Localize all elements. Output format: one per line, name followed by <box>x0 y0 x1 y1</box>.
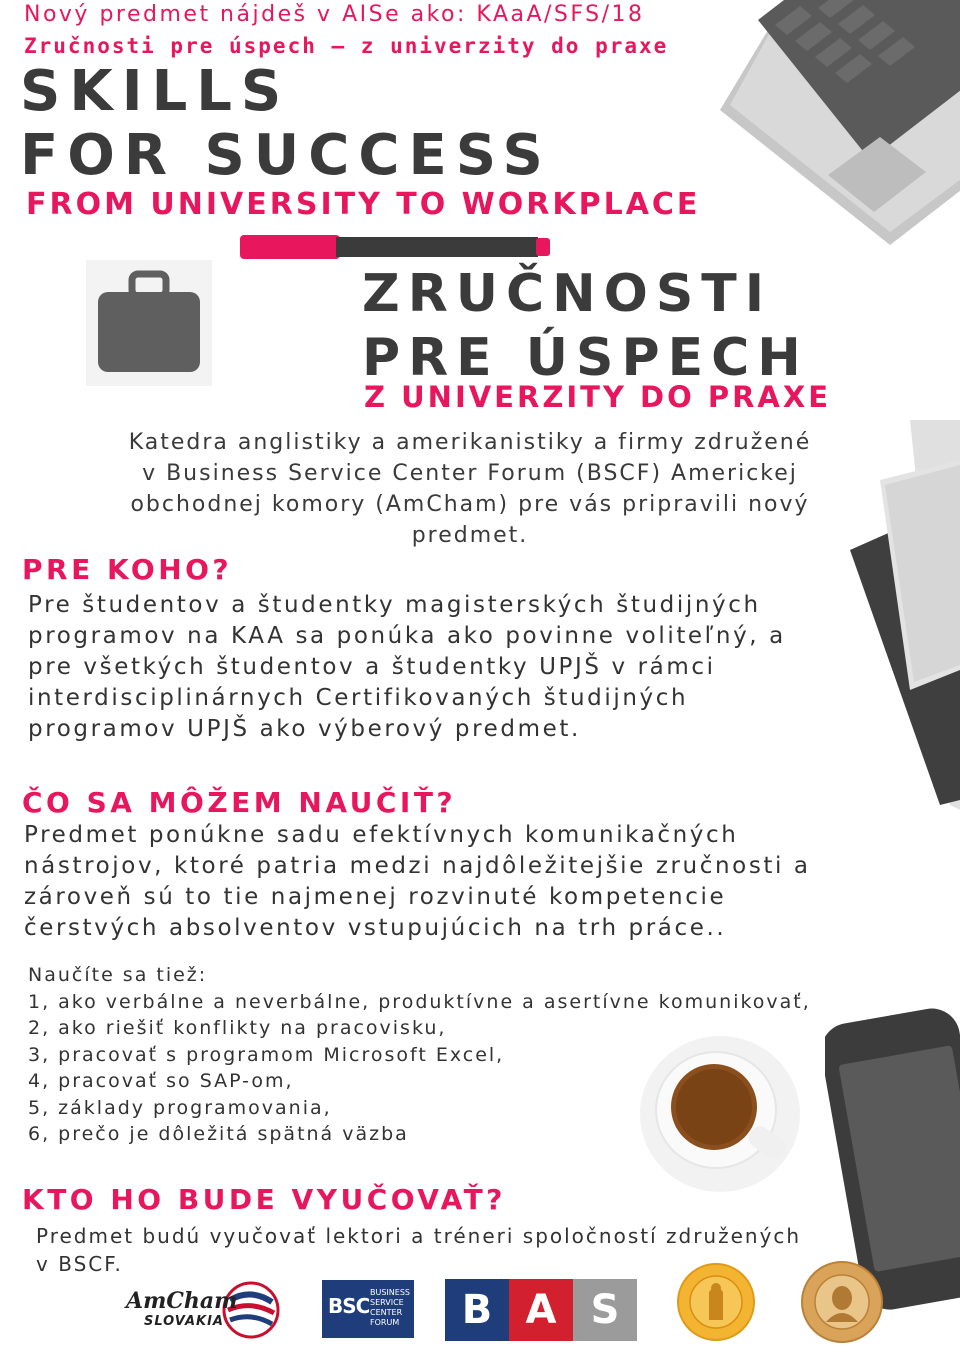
bscf-logo-line: BUSINESS <box>370 1288 410 1297</box>
text-line: Pre študentov a študentky magisterských študijných <box>28 592 761 618</box>
intro-line: v Business Service Center Forum (BSCF) Americkej <box>142 461 798 486</box>
teachers-heading: KTO HO BUDE VYUČOVAŤ? <box>22 1183 506 1216</box>
for-whom-text <box>28 590 786 745</box>
list-item: 2, ako riešiť konflikty na pracovisku, <box>28 1017 447 1039</box>
skills-list <box>28 962 811 1148</box>
text-line: programov UPJŠ ako výberový predmet. <box>28 716 581 742</box>
learn-text <box>24 820 811 944</box>
intro-line: obchodnej komory (AmCham) pre vás pripravili nový <box>130 492 810 517</box>
text-line: nástrojov, ktoré patria medzi najdôležitejšie zručnosti a <box>24 853 811 879</box>
briefcase-icon <box>86 260 212 386</box>
list-label: Naučíte sa tiež: <box>28 964 208 986</box>
title-en-line2: FOR SUCCESS <box>20 123 552 188</box>
amcham-logo <box>122 1280 287 1340</box>
bas-logo-b: B <box>445 1279 509 1341</box>
title-en <box>20 60 552 188</box>
intro-paragraph <box>40 427 900 551</box>
bscf-logo-line: CENTER <box>370 1308 403 1317</box>
text-line: v BSCF. <box>36 1252 123 1276</box>
bas-logo-s: S <box>573 1279 637 1341</box>
amcham-logo-subtext: SLOVAKIA <box>144 1314 224 1329</box>
amcham-logo-text: AmCham <box>126 1288 238 1314</box>
text-line: pre všetkých študentov a študentky UPJŠ v rámci <box>28 654 716 680</box>
divider-bar <box>240 235 550 259</box>
bscf-logo-line: SERVICE <box>370 1298 404 1307</box>
title-sk <box>362 262 809 390</box>
list-item: 4, pracovať so SAP-om, <box>28 1070 294 1092</box>
faculty-seal-icon <box>676 1262 756 1342</box>
university-seal-icon <box>800 1260 884 1344</box>
list-item: 3, pracovať s programom Microsoft Excel, <box>28 1043 505 1066</box>
text-line: Predmet budú vyučovať lektori a tréneri spoločností združených <box>36 1224 802 1248</box>
title-sk-line1: ZRUČNOSTI <box>362 264 773 324</box>
bas-logo-a: A <box>509 1279 573 1341</box>
text-line: zároveň sú to tie najmenej rozvinuté kompetencie <box>24 884 727 910</box>
course-name-line: Zručnosti pre úspech – z univerzity do praxe <box>24 34 669 58</box>
for-whom-heading: PRE KOHO? <box>22 553 233 586</box>
text-line: čerstvých absolventov vstupujúcich na trh práce.. <box>24 915 727 941</box>
course-code-line: Nový predmet nájdeš v AISe ako: KAaA/SFS/18 <box>24 2 645 27</box>
bscf-logo-mark: BSC <box>328 1294 370 1318</box>
list-item: 6, prečo je dôležitá spätná väzba <box>28 1123 409 1145</box>
text-line: programov na KAA sa ponúka ako povinne voliteľný, a <box>28 623 786 649</box>
intro-line: Katedra anglistiky a amerikanistiky a firmy združené <box>128 430 812 455</box>
laptop-illustration <box>700 0 960 255</box>
learn-heading: ČO SA MÔŽEM NAUČIŤ? <box>22 786 457 819</box>
text-line: Predmet ponúkne sadu efektívnych komunikačných <box>24 822 739 848</box>
title-sk-line2: PRE ÚSPECH <box>362 328 809 388</box>
subtitle-sk: Z UNIVERZITY DO PRAXE <box>364 380 832 414</box>
bas-logo <box>445 1279 637 1341</box>
list-item: 1, ako verbálne a neverbálne, produktívne a asertívne komunikovať, <box>28 990 811 1013</box>
bscf-logo <box>322 1280 414 1338</box>
list-item: 5, základy programovania, <box>28 1096 332 1119</box>
bscf-logo-line: FORUM <box>370 1318 400 1327</box>
text-line: interdisciplinárnych Certifikovaných študijných <box>28 685 689 711</box>
subtitle-en: FROM UNIVERSITY TO WORKPLACE <box>26 187 701 222</box>
intro-line: predmet. <box>411 523 529 548</box>
bscf-logo-text <box>370 1288 410 1328</box>
title-en-line1: SKILLS <box>20 59 291 124</box>
